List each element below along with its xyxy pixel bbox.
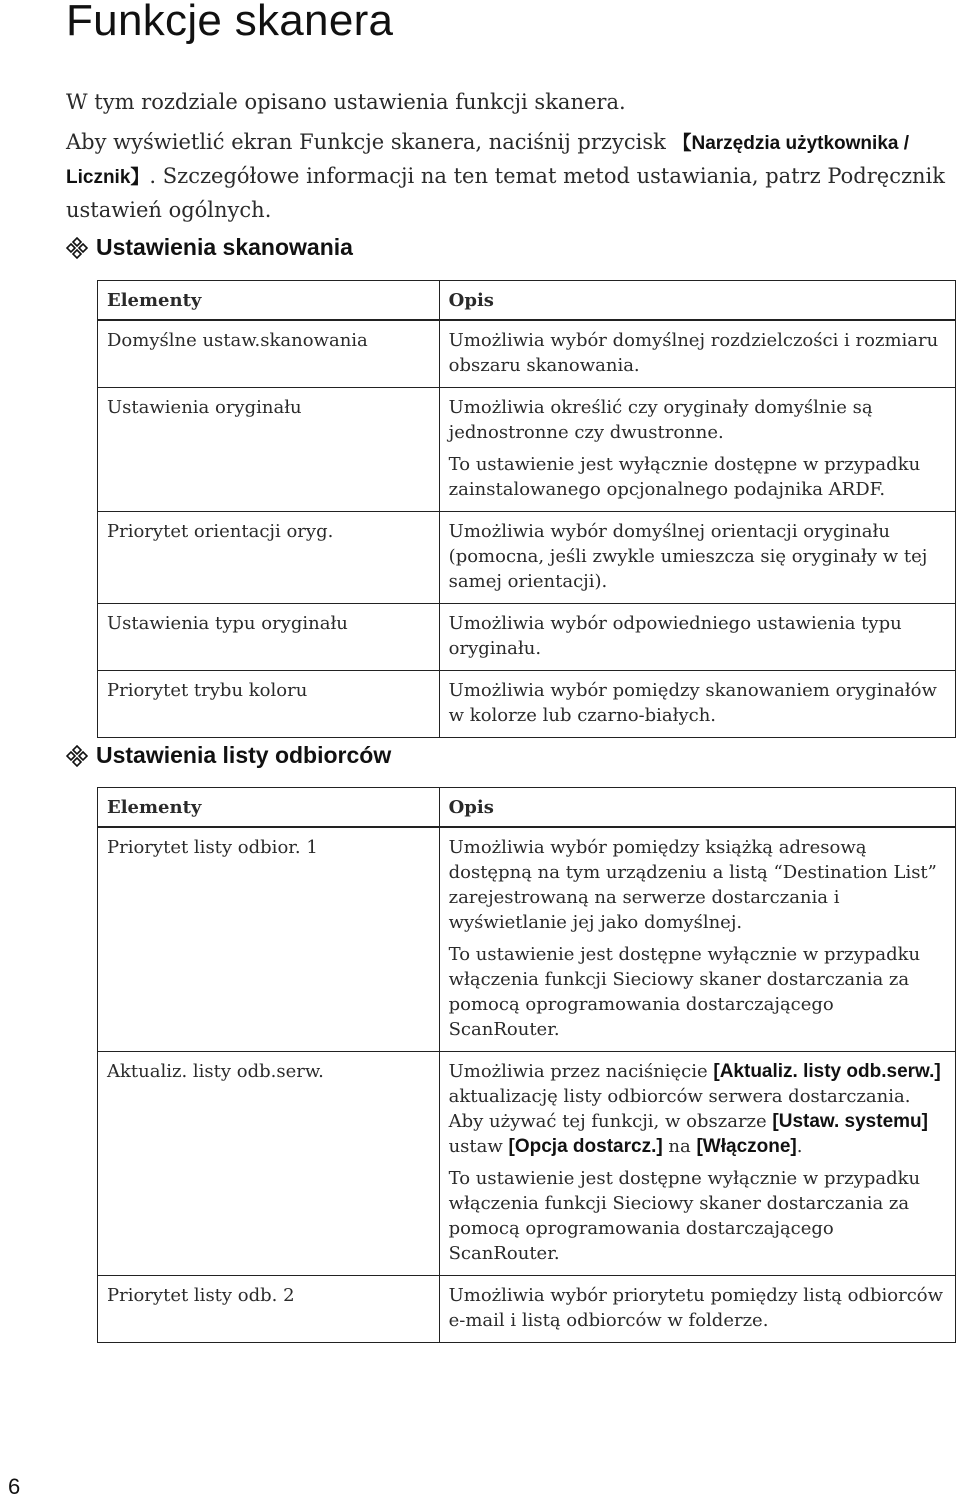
column-header-description: Opis [439,281,955,321]
description-paragraph: Umożliwia wybór domyślnej rozdzielczości i rozmiaru obszaru skanowania. [448,330,939,376]
column-header-description: Opis [439,788,955,828]
recipient-list-table [97,787,956,1343]
setting-description [439,512,955,604]
table-header-row [98,281,956,321]
description-paragraph: Umożliwia określić czy oryginały domyślnie są jednostronne czy dwustronne. [448,397,873,443]
table-row [98,827,956,1052]
diamond-bullet-icon [66,237,88,259]
description-text-part: Umożliwia przez naciśnięcie [448,1061,714,1082]
page-title: Funkcje skanera [66,0,394,45]
setting-name: Priorytet listy odbior. 1 [98,827,440,1052]
table-row [98,1276,956,1343]
setting-description [439,320,955,388]
intro-text-part: Aby wyświetlić ekran Funkcje skanera, naciśnij przycisk [66,130,673,154]
setting-name: Ustawienia oryginału [98,388,440,512]
table-row [98,604,956,671]
setting-name: Priorytet trybu koloru [98,671,440,738]
description-paragraph: Umożliwia wybór domyślnej orientacji oryginału (pomocna, jeśli zwykle umieszcza się oryginały w tej samej orientacji). [448,521,928,592]
description-text-part: . [796,1136,803,1157]
table-row [98,388,956,512]
diamond-bullet-icon [66,745,88,767]
description-paragraph: Umożliwia wybór priorytetu pomiędzy listą odbiorców e-mail i listą odbiorców w folderze. [448,1285,944,1331]
setting-description [439,1052,955,1276]
description-paragraph: Umożliwia wybór pomiędzy książką adresową dostępną na tym urządzeniu a listą “Destination List” zarejestrowaną na serwerze dostarczania i wyświetlanie jej jako domyślnej. [448,837,937,933]
section-heading-text: Ustawienia skanowania [96,234,353,260]
setting-name: Priorytet orientacji oryg. [98,512,440,604]
intro-text [66,86,946,234]
setting-description [439,604,955,671]
table-header-row [98,788,956,828]
description-note: To ustawienie jest dostępne wyłącznie w przypadku włączenia funkcji Sieciowy skaner dostarczania za pomocą oprogramowania dostarczającego ScanRouter. [448,1168,921,1264]
column-header-items: Elementy [98,788,440,828]
setting-name: Priorytet listy odb. 2 [98,1276,440,1343]
on-key-label: [Włączone] [696,1136,797,1157]
table-row [98,1052,956,1276]
setting-name: Ustawienia typu oryginału [98,604,440,671]
setting-name: Domyślne ustaw.skanowania [98,320,440,388]
description-note: To ustawienie jest dostępne wyłącznie w przypadku włączenia funkcji Sieciowy skaner dostarczania za pomocą oprogramowania dostarczającego ScanRouter. [448,944,921,1040]
update-server-list-key-label: [Aktualiz. listy odb.serw.] [713,1061,941,1082]
intro-text-part: . Szczegółowe informacji na ten temat metod ustawiania, patrz Podręcznik ustawień ogólnych. [66,164,945,222]
setting-description [439,388,955,512]
table-row [98,671,956,738]
intro-paragraph-2 [66,126,946,226]
setting-description [439,671,955,738]
section-heading-recipient-list [66,742,391,769]
description-paragraph: Umożliwia wybór odpowiedniego ustawienia typu oryginału. [448,613,902,659]
scan-settings-table [97,280,956,738]
setting-description [439,827,955,1052]
description-paragraph [449,1059,946,1159]
setting-description [439,1276,955,1343]
table-row [98,512,956,604]
description-note: To ustawienie jest wyłącznie dostępne w przypadku zainstalowanego opcjonalnego podajnika ARDF. [448,454,921,500]
intro-paragraph-1: W tym rozdziale opisano ustawienia funkcji skanera. [66,90,626,114]
description-text-part: aktualizację listy odbiorców serwera dostarczania. Aby używać tej funkcji, w obszarze [448,1086,911,1132]
page-number: 6 [8,1474,21,1499]
delivery-option-key-label: [Opcja dostarcz.] [508,1136,663,1157]
system-settings-key-label: [Ustaw. systemu] [772,1111,928,1132]
column-header-items: Elementy [98,281,440,321]
setting-name: Aktualiz. listy odb.serw. [98,1052,440,1276]
section-heading-text: Ustawienia listy odbiorców [96,742,392,768]
description-paragraph: Umożliwia wybór pomiędzy skanowaniem oryginałów w kolorze lub czarno-białych. [448,680,937,726]
table-row [98,320,956,388]
description-text-part: ustaw [448,1136,509,1157]
description-text-part: na [662,1136,697,1157]
section-heading-scan-settings [66,234,353,261]
user-tools-key-label: 【Narzędzia użytkownika / Licznik】 [66,133,910,188]
